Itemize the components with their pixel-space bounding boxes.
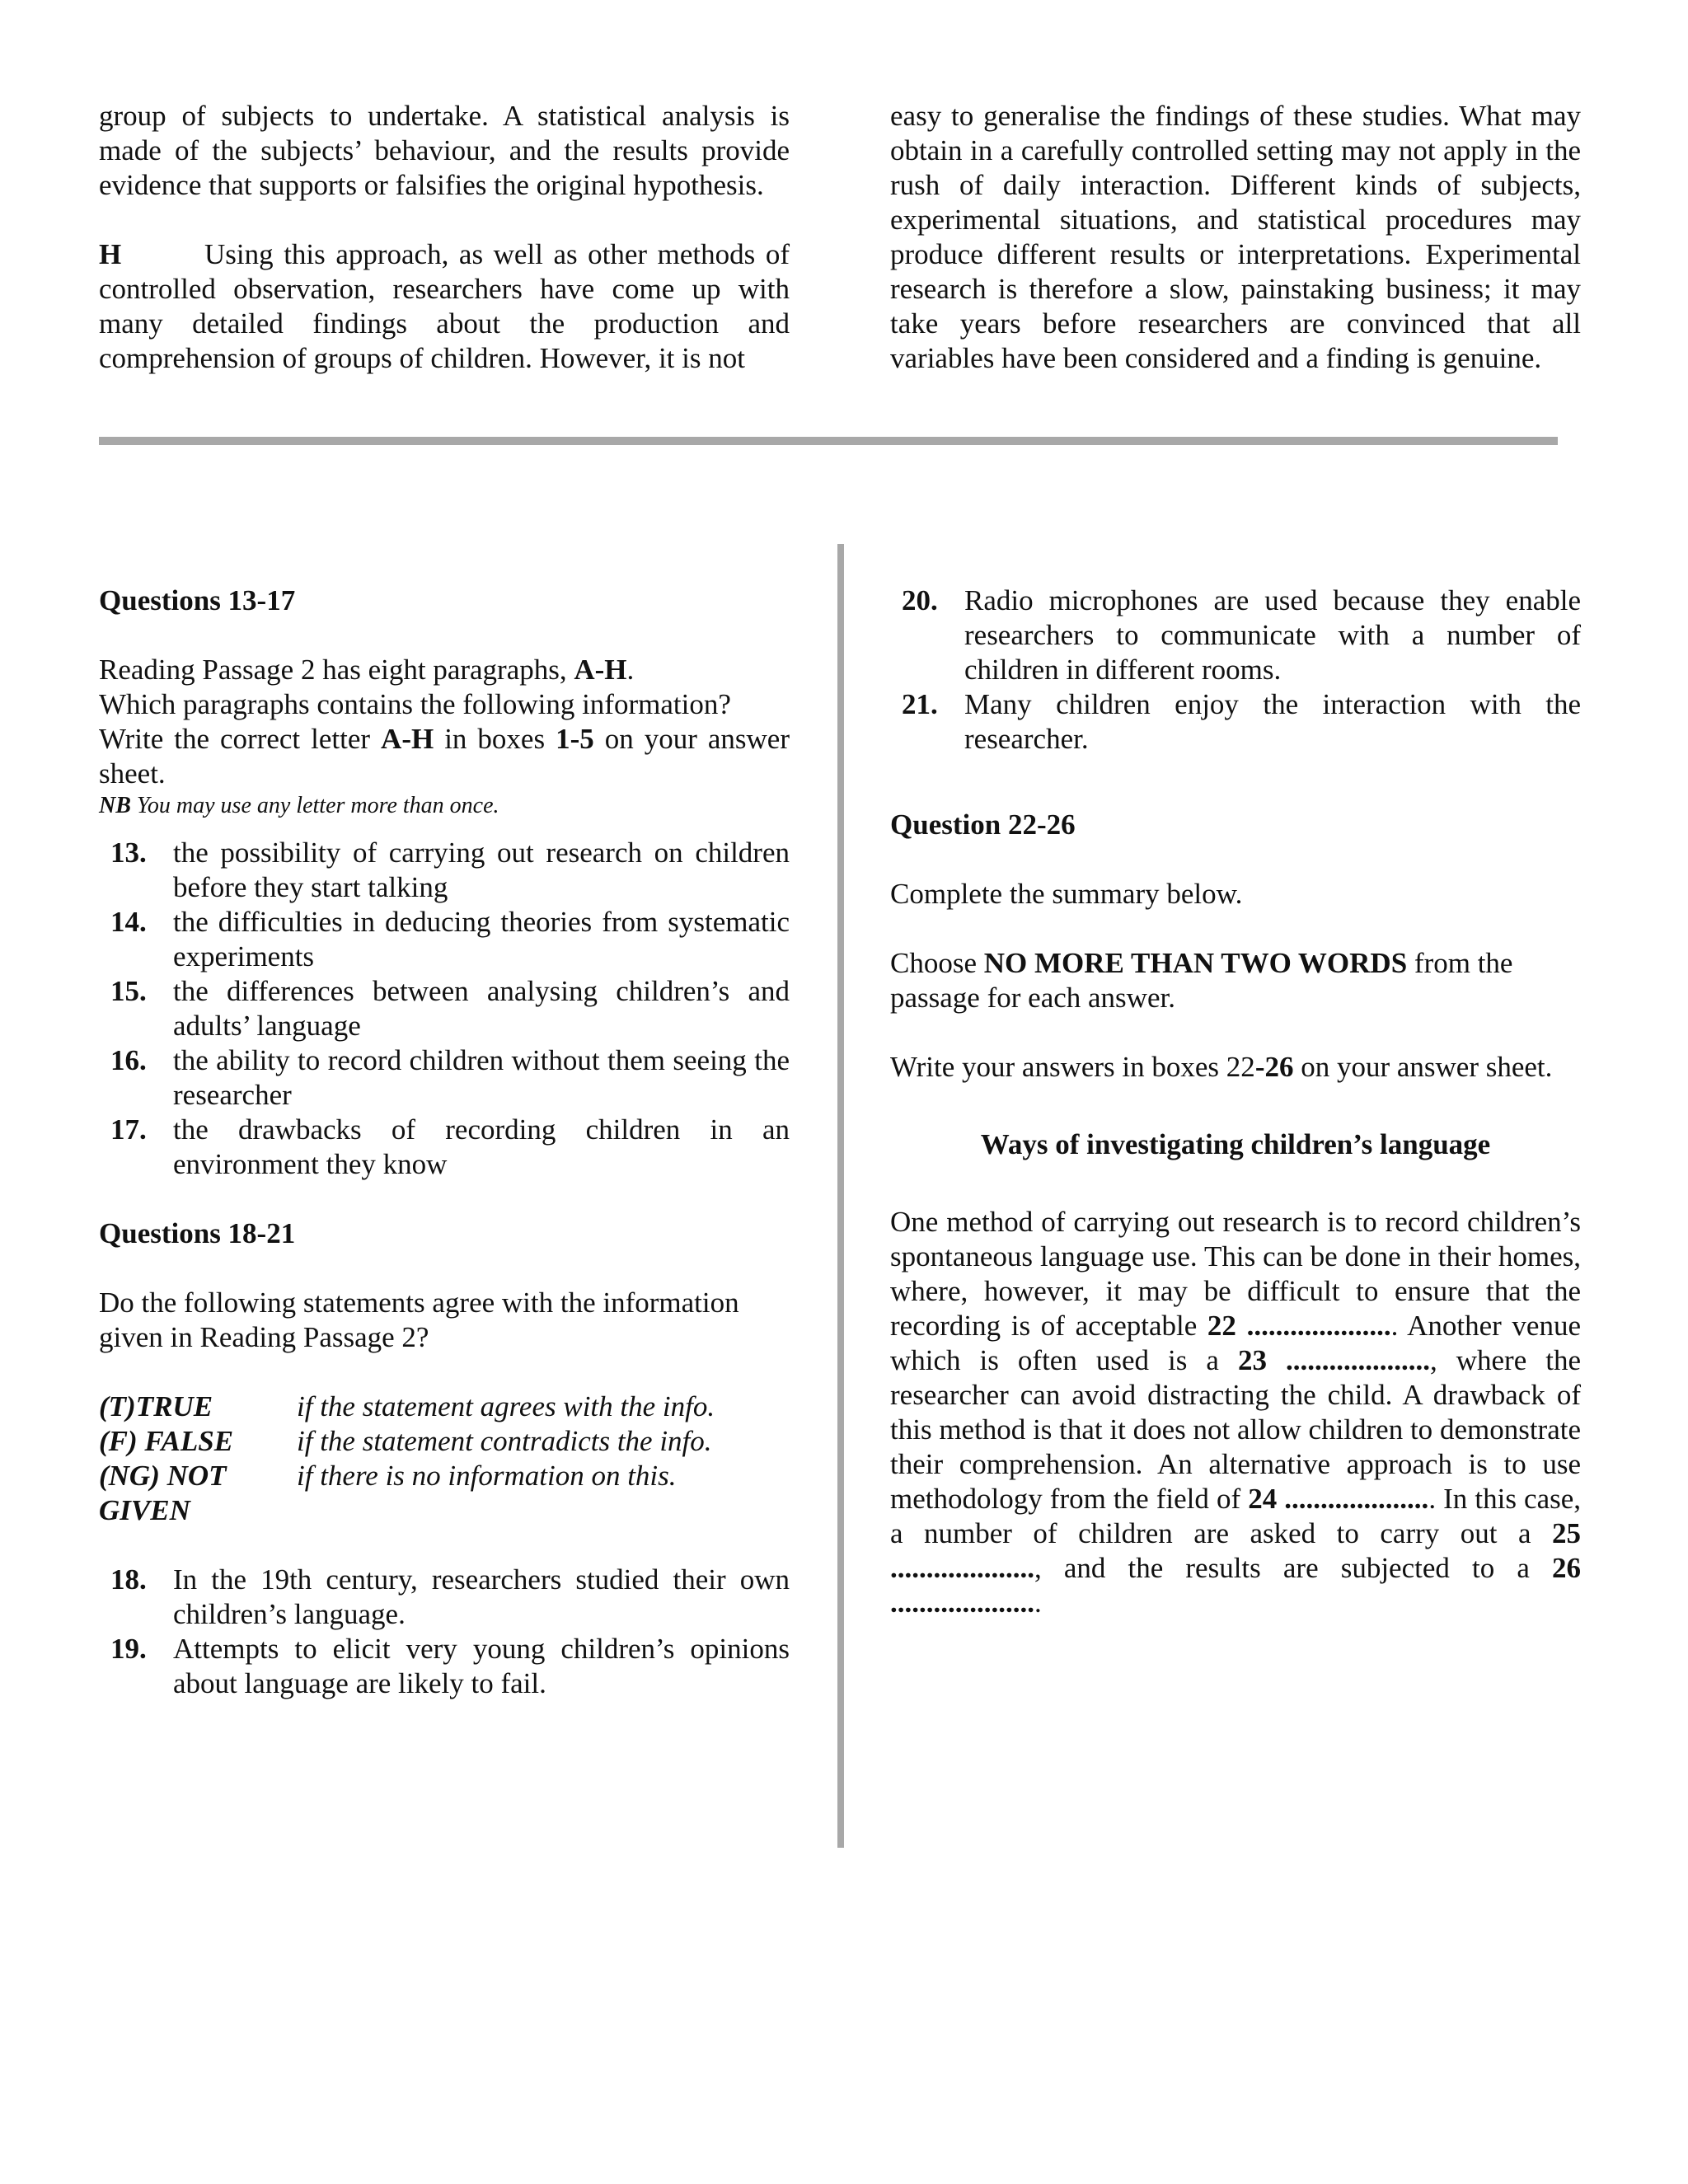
passage-paragraph-g-end: group of subjects to undertake. A statistical analysis is made of the subjects’ behaviour, and the results provide evidence that supports or falsifies the original hypothesis.	[99, 100, 790, 201]
horizontal-divider	[99, 437, 1558, 445]
question-number: 19.	[110, 1633, 147, 1665]
question-number: 15.	[110, 975, 147, 1007]
summary-fragment: One method of carrying out research is to record children’s spontaneous language use. This can be done in their homes, where, however, it may be difficult to ensure that the recording is of acceptable	[890, 1206, 1581, 1342]
instructions-line	[890, 946, 1581, 1015]
question-text: In the 19th century, researchers studied their own children’s language.	[173, 1563, 790, 1630]
question-text: the ability to record children without them seeing the researcher	[173, 1044, 790, 1111]
legend-desc: if there is no information on this.	[297, 1460, 677, 1492]
questions-column-right	[890, 583, 1581, 1620]
question-number: 21.	[902, 688, 938, 720]
question-text: the drawbacks of recording children in an environment they know	[173, 1113, 790, 1180]
instructions-13-17	[99, 653, 790, 687]
instructions-line	[99, 722, 790, 791]
nb-note	[99, 791, 790, 821]
answer-blank-23[interactable]: 23 ....................	[1237, 1344, 1430, 1376]
question-list-13-17	[99, 836, 790, 1182]
answer-legend	[99, 1390, 790, 1528]
question-number: 20.	[902, 584, 938, 616]
question-number: 16.	[110, 1044, 147, 1076]
summary-title: Ways of investigating children’s language	[980, 1128, 1491, 1160]
section-heading-13-17: Questions 13-17	[99, 584, 296, 616]
vertical-divider	[837, 544, 844, 1848]
legend-key: (NG) NOT GIVEN	[99, 1460, 227, 1526]
instr-bold: -26	[1254, 1051, 1294, 1083]
summary-fragment: . In this case, a number of children are asked to carry out a	[890, 1483, 1582, 1549]
answer-blank-22[interactable]: 22 ....................	[1207, 1310, 1391, 1342]
paragraph-h-text: Using this approach, as well as other methods of controlled observation, researchers have come up with many detailed findings about the production and comprehension of groups of children. However, it is not	[99, 238, 790, 374]
instr-bold: A-H	[381, 723, 434, 755]
instr-text: in boxes	[434, 723, 556, 755]
question-text: the possibility of carrying out research on children before they start talking	[173, 837, 790, 903]
instructions-line: Which paragraphs contains the following information?	[99, 688, 731, 720]
passage-column-left	[99, 99, 790, 376]
passage-paragraph-h	[99, 237, 790, 376]
question-item	[110, 1563, 790, 1632]
summary-fragment: , and the results are subjected to a	[1034, 1552, 1552, 1584]
section-heading-22-26: Question 22-26	[890, 808, 1076, 841]
question-number: 14.	[110, 906, 147, 938]
question-item	[110, 1043, 790, 1113]
instr-bold: A-H	[574, 654, 627, 686]
question-item	[902, 583, 1581, 687]
instr-text: Write your answers in boxes 22	[890, 1051, 1255, 1083]
question-text: Attempts to elicit very young children’s opinions about language are likely to fail.	[173, 1633, 790, 1699]
question-text: Radio microphones are used because they enable researchers to communicate with a number of children in different rooms.	[964, 584, 1581, 686]
question-number: 17.	[110, 1113, 147, 1146]
answer-blank-24[interactable]: 24 ....................	[1248, 1483, 1429, 1515]
question-text: the differences between analysing children’s and adults’ language	[173, 975, 790, 1042]
instructions-line: Complete the summary below.	[890, 878, 1243, 910]
summary-fragment: .	[1034, 1586, 1042, 1619]
instr-text: .	[626, 654, 635, 686]
instr-bold: NO MORE THAN TWO WORDS	[983, 947, 1408, 979]
question-item	[110, 1113, 790, 1182]
paragraph-letter: H	[99, 238, 122, 270]
question-item	[110, 905, 790, 974]
legend-desc: if the statement contradicts the info.	[297, 1425, 712, 1457]
passage-column-right	[890, 99, 1581, 376]
legend-key: (T)TRUE	[99, 1390, 213, 1422]
nb-label: NB	[99, 793, 131, 818]
question-item	[902, 687, 1581, 757]
answer-blank-25[interactable]: 25 ....................	[890, 1517, 1581, 1584]
instr-text: Write the correct letter	[99, 723, 382, 755]
legend-key: (F) FALSE	[99, 1425, 234, 1457]
question-item	[110, 836, 790, 905]
summary-text	[890, 1205, 1581, 1620]
instr-text: Choose	[890, 947, 984, 979]
passage-paragraph-h-end: easy to generalise the findings of these studies. What may obtain in a carefully controlled setting may not apply in the rush of daily interaction. Different kinds of subjects, experimental situations, and statistical procedures may produce different results or interpretations. Experimental research is therefore a slow, painstaking business; it may take years before researchers are convinced that all variables have been considered and a finding is genuine.	[890, 100, 1581, 374]
section-heading-18-21: Questions 18-21	[99, 1217, 296, 1249]
questions-column-left	[99, 583, 790, 1701]
instr-bold: 1-5	[556, 723, 594, 755]
summary-fragment: , where the researcher can avoid distracting the child. A drawback of this method is that it does not allow children to demonstrate their comprehension. An alternative approach is to use methodology from the field of	[890, 1344, 1582, 1515]
instr-text: Reading Passage 2 has eight paragraphs,	[99, 654, 574, 686]
nb-text: You may use any letter more than once.	[130, 793, 499, 818]
summary-fragment: . Another venue which is often used is a	[890, 1310, 1582, 1376]
question-item	[110, 1632, 790, 1701]
question-text: the difficulties in deducing theories from systematic experiments	[173, 906, 790, 972]
instr-text: on your answer sheet.	[1293, 1051, 1553, 1083]
legend-desc: if the statement agrees with the info.	[297, 1390, 715, 1422]
question-list-20-21	[890, 583, 1581, 757]
instructions-line	[890, 1050, 1581, 1085]
question-text: Many children enjoy the interaction with the researcher.	[964, 688, 1581, 755]
question-number: 18.	[110, 1563, 147, 1596]
question-item	[110, 974, 790, 1043]
question-number: 13.	[110, 837, 147, 869]
question-list-18-19	[99, 1563, 790, 1701]
instr-text: from the passage for each answer.	[890, 947, 1513, 1014]
instructions-18-21: Do the following statements agree with the information given in Reading Passage 2?	[99, 1286, 739, 1353]
answer-blank-26[interactable]: 26 ....................	[890, 1552, 1581, 1619]
instr-text: on your answer sheet.	[99, 723, 790, 790]
